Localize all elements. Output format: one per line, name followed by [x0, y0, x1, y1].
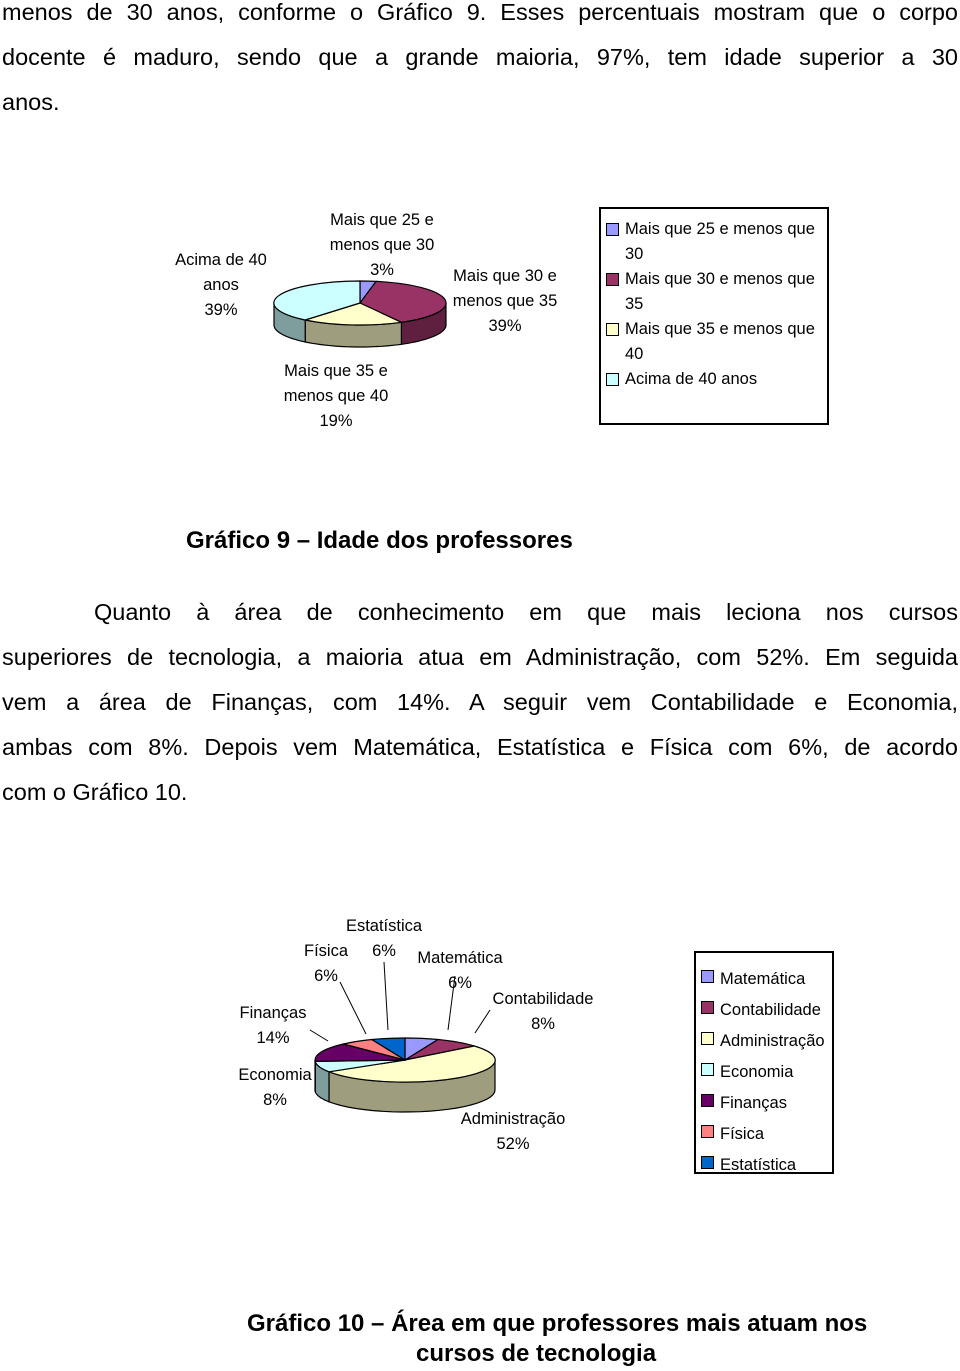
area-data-label: Estatística	[345, 917, 423, 935]
paragraph-line: com o Gráfico 10.	[2, 779, 188, 805]
chart-area-legend	[694, 951, 834, 1174]
age-data-label: 3%	[370, 261, 394, 279]
area-legend-item	[696, 1057, 832, 1088]
paragraph-line: menos de 30 anos, conforme o Gráfico 9. Esses percentuais mostram que o corpo	[2, 0, 958, 25]
area-legend-swatch	[701, 1094, 714, 1107]
age-legend-label: Mais que 35 e menos que	[625, 320, 815, 338]
top-paragraph	[2, 0, 958, 125]
age-legend-swatch	[606, 223, 619, 236]
paragraph-line: anos.	[2, 89, 60, 115]
area-data-label: Economia	[238, 1066, 312, 1084]
area-leader-line	[310, 1030, 328, 1041]
area-legend-label: Matemática	[720, 970, 806, 988]
area-legend-label: Física	[720, 1125, 765, 1143]
area-legend-label: Finanças	[720, 1094, 787, 1112]
area-data-label: Administração	[460, 1110, 566, 1128]
chart-area-pie	[0, 900, 960, 1190]
age-data-label: anos	[203, 276, 239, 294]
paragraph-line: Quanto à área de conhecimento em que mais leciona nos cursos	[94, 599, 958, 625]
paragraph-line: superiores de tecnologia, a maioria atua em Administração, com 52%. Em seguida	[2, 644, 958, 670]
area-data-label: 6%	[314, 967, 338, 985]
age-data-label: 19%	[319, 412, 353, 430]
age-legend-swatch	[606, 373, 619, 386]
age-data-label: Acima de 40	[175, 251, 267, 269]
age-data-label: menos que 35	[452, 292, 558, 310]
age-data-label: 39%	[488, 317, 522, 335]
area-legend-item	[696, 964, 832, 995]
area-data-label: 8%	[531, 1015, 555, 1033]
area-legend-swatch	[701, 970, 714, 983]
area-leader-line	[340, 982, 366, 1034]
chart-area-caption-line2: cursos de tecnologia	[416, 1340, 657, 1367]
area-legend-swatch	[701, 1001, 714, 1014]
area-legend-item	[696, 1150, 832, 1181]
paragraph-line: docente é maduro, sendo que a grande maioria, 97%, tem idade superior a 30	[2, 44, 958, 70]
area-legend-swatch	[701, 1032, 714, 1045]
area-data-label: Física	[303, 942, 349, 960]
area-legend-item	[696, 1088, 832, 1119]
area-legend-swatch	[701, 1156, 714, 1169]
area-data-label: Finanças	[239, 1004, 307, 1022]
paragraph-line: vem a área de Finanças, com 14%. A seguir vem Contabilidade e Economia,	[2, 689, 958, 715]
area-legend-item	[696, 1119, 832, 1150]
chart-area-caption	[247, 1309, 867, 1369]
age-legend-item	[601, 217, 827, 267]
age-legend-label: 35	[625, 295, 644, 313]
age-data-label: 39%	[204, 301, 238, 319]
age-legend-swatch	[606, 323, 619, 336]
area-legend-label: Administração	[720, 1032, 825, 1050]
age-data-label: menos que 40	[283, 387, 389, 405]
age-legend-label: 40	[625, 345, 644, 363]
area-legend-item	[696, 995, 832, 1026]
area-legend-label: Estatística	[720, 1156, 797, 1174]
area-leader-line	[475, 1010, 490, 1033]
age-data-label: Mais que 30 e	[453, 267, 557, 285]
age-legend-label: Acima de 40 anos	[625, 370, 758, 388]
age-legend-label: Mais que 25 e menos que	[625, 220, 815, 238]
area-data-label: Contabilidade	[492, 990, 594, 1008]
area-legend-label: Contabilidade	[720, 1001, 821, 1019]
chart-area-svg	[0, 900, 690, 1190]
age-data-label: menos que 30	[329, 236, 435, 254]
chart-area-caption-line1: Gráfico 10 – Área em que professores mais atuam nos	[247, 1310, 868, 1337]
area-data-label: 14%	[256, 1029, 290, 1047]
area-legend-swatch	[701, 1125, 714, 1138]
chart-age-legend	[599, 207, 829, 425]
age-legend-item	[601, 367, 827, 392]
area-legend-item	[696, 1026, 832, 1057]
age-legend-item	[601, 317, 827, 367]
age-legend-swatch	[606, 273, 619, 286]
area-leader-line	[384, 962, 388, 1030]
age-legend-label: 30	[625, 245, 644, 263]
area-legend-swatch	[701, 1063, 714, 1076]
area-data-label: 6%	[448, 974, 472, 992]
chart-age-svg	[0, 195, 590, 445]
age-legend-item	[601, 267, 827, 317]
middle-paragraph	[2, 590, 958, 815]
age-data-label: Mais que 25 e	[330, 211, 434, 229]
area-legend-label: Economia	[720, 1063, 794, 1081]
age-data-label: Mais que 35 e	[284, 362, 388, 380]
chart-age-pie	[0, 195, 960, 445]
chart-age-caption: Gráfico 9 – Idade dos professores	[186, 527, 573, 554]
area-data-label: 52%	[496, 1135, 530, 1153]
area-data-label: Matemática	[417, 949, 503, 967]
paragraph-line: ambas com 8%. Depois vem Matemática, Estatística e Física com 6%, de acordo	[2, 734, 958, 760]
area-data-label: 6%	[372, 942, 396, 960]
age-legend-label: Mais que 30 e menos que	[625, 270, 815, 288]
area-data-label: 8%	[263, 1091, 287, 1109]
